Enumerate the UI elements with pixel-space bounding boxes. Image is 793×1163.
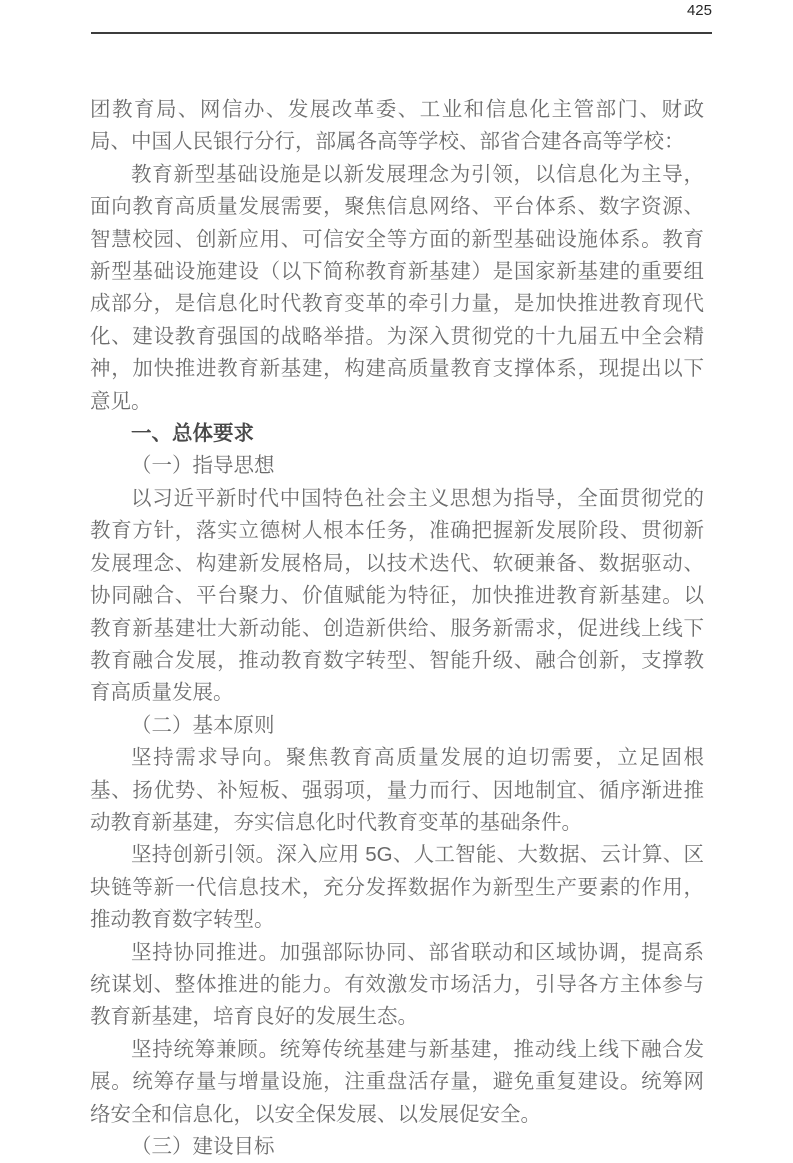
paragraph: 坚持统筹兼顾。统筹传统基建与新基建，推动线上线下融合发展。统筹存量与增量设施，注重盘活存量，避免重复建设。统筹网络安全和信息化，以安全保发展、以发展促安全。 (90, 1037, 704, 1126)
sub-heading: （三）建设目标 (131, 1135, 275, 1158)
sub-heading: （一）指导思想 (131, 454, 275, 478)
paragraph: 坚持需求导向。聚焦教育高质量发展的迫切需要，立足固根基、扬优势、补短板、强弱项，量力而行、因地制宜、循序渐进推动教育新基建，夯实信息化时代教育变革的基础条件。 (90, 746, 704, 834)
paragraph: 以习近平新时代中国特色社会主义思想为指导，全面贯彻党的教育方针，落实立德树人根本任务，准确把握新发展阶段、贯彻新发展理念、构建新发展格局，以技术迭代、软硬兼备、数据驱动、协同融合、平台聚力、价值赋能为特征，加快推进教育新基建。以教育新基建壮大新动能、创造新供给、服务新需求，促进线上线下教育融合发展，推动教育数字转型、智能升级、融合创新，支撑教育高质量发展。 (90, 486, 704, 705)
paragraph: 坚持创新引领。深入应用 5G、人工智能、大数据、云计算、区块链等新一代信息技术，充分发挥数据作为新型生产要素的作用，推动教育数字转型。 (90, 843, 704, 932)
paragraph: 团教育局、网信办、发展改革委、工业和信息化主管部门、财政局、中国人民银行分行，部属各高等学校、部省合建各高等学校： (90, 98, 704, 154)
sub-heading: （二）基本原则 (131, 713, 275, 737)
document-body (90, 94, 704, 1163)
page-number: 425 (686, 2, 712, 19)
section-heading: 一、总体要求 (131, 422, 254, 446)
paragraph: 坚持协同推进。加强部际协同、部省联动和区域协调，提高系统谋划、整体推进的能力。有效激发市场活力，引导各方主体参与教育新基建，培育良好的发展生态。 (90, 940, 704, 1029)
paragraph: 教育新型基础设施是以新发展理念为引领，以信息化为主导，面向教育高质量发展需要，聚焦信息网络、平台体系、数字资源、智慧校园、创新应用、可信安全等方面的新型基础设施体系。教育新型基础设施建设（以下简称教育新基建）是国家新基建的重要组成部分，是信息化时代教育变革的牵引力量，是加快推进教育现代化、建设教育强国的战略举措。为深入贯彻党的十九届五中全会精神，加快推进教育新基建，构建高质量教育支撑体系，现提出以下意见。 (90, 162, 704, 413)
header-rule (91, 32, 712, 34)
